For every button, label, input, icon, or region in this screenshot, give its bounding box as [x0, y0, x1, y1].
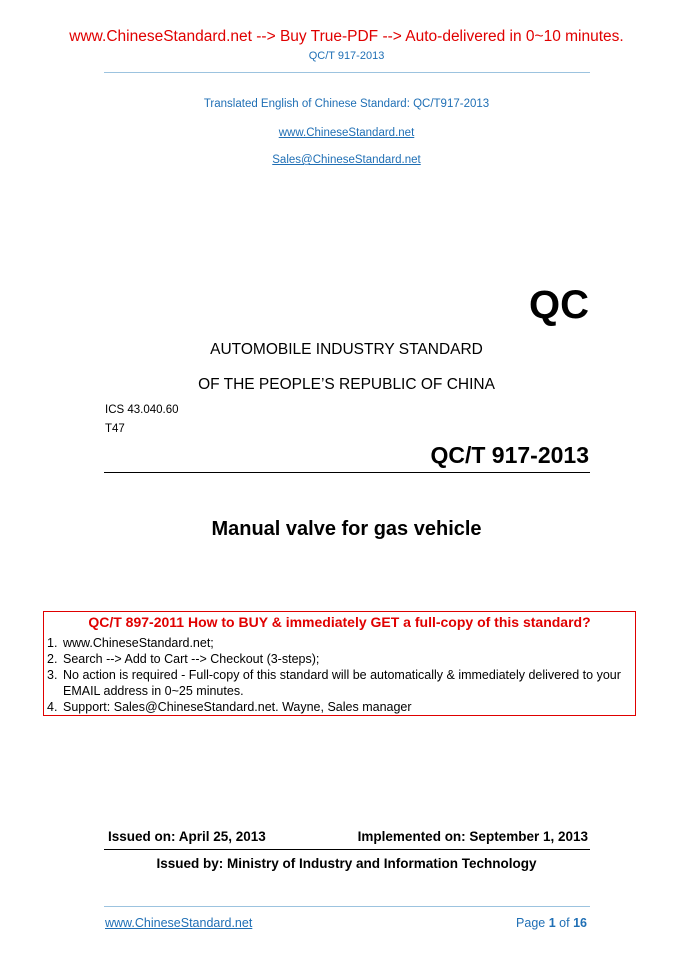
ics-code: ICS 43.040.60 — [105, 404, 179, 416]
footer-divider — [104, 906, 590, 907]
header-divider — [104, 72, 590, 73]
title-line-2: OF THE PEOPLE’S REPUBLIC OF CHINA — [198, 376, 495, 393]
issuing-authority: Issued by: Ministry of Industry and Information Technology — [156, 856, 537, 871]
buy-info-box — [43, 611, 636, 716]
issued-on-date: Issued on: April 25, 2013 — [108, 829, 266, 844]
translation-note: Translated English of Chinese Standard: QC/T917-2013 — [203, 98, 490, 110]
list-item: 1. www.ChineseStandard.net; — [47, 636, 214, 650]
dates-divider — [104, 849, 590, 850]
implemented-on-date: Implemented on: September 1, 2013 — [357, 829, 588, 844]
email-link[interactable]: Sales@ChineseStandard.net — [272, 154, 421, 166]
standard-code: QC/T 917-2013 — [430, 442, 589, 468]
buy-box-title: QC/T 897-2011 How to BUY & immediately GET a full-copy of this standard? — [88, 614, 591, 630]
list-item: 4. Support: Sales@ChineseStandard.net. Wayne, Sales manager — [47, 700, 412, 714]
page-number: Page 1 of 16 — [516, 916, 587, 930]
title-line-1: AUTOMOBILE INDUSTRY STANDARD — [210, 341, 483, 358]
header-standard-code: QC/T 917-2013 — [308, 50, 385, 62]
footer-website-link[interactable]: www.ChineseStandard.net — [105, 916, 253, 930]
list-item: 2. Search --> Add to Cart --> Checkout (3-steps); — [47, 652, 320, 666]
website-link[interactable]: www.ChineseStandard.net — [278, 127, 415, 139]
standard-code-divider — [104, 472, 590, 473]
classification-code: T47 — [105, 423, 125, 435]
buy-steps-list — [47, 635, 635, 715]
document-title: Manual valve for gas vehicle — [211, 518, 482, 540]
promo-banner[interactable]: www.ChineseStandard.net --> Buy True-PDF --> Auto-delivered in 0~10 minutes. — [69, 28, 624, 45]
qc-logo: QC — [529, 283, 589, 327]
list-item: 3. No action is required - Full-copy of this standard will be automatically & immediately delivered to your EMAIL address in 0~25 minutes. — [47, 668, 621, 698]
